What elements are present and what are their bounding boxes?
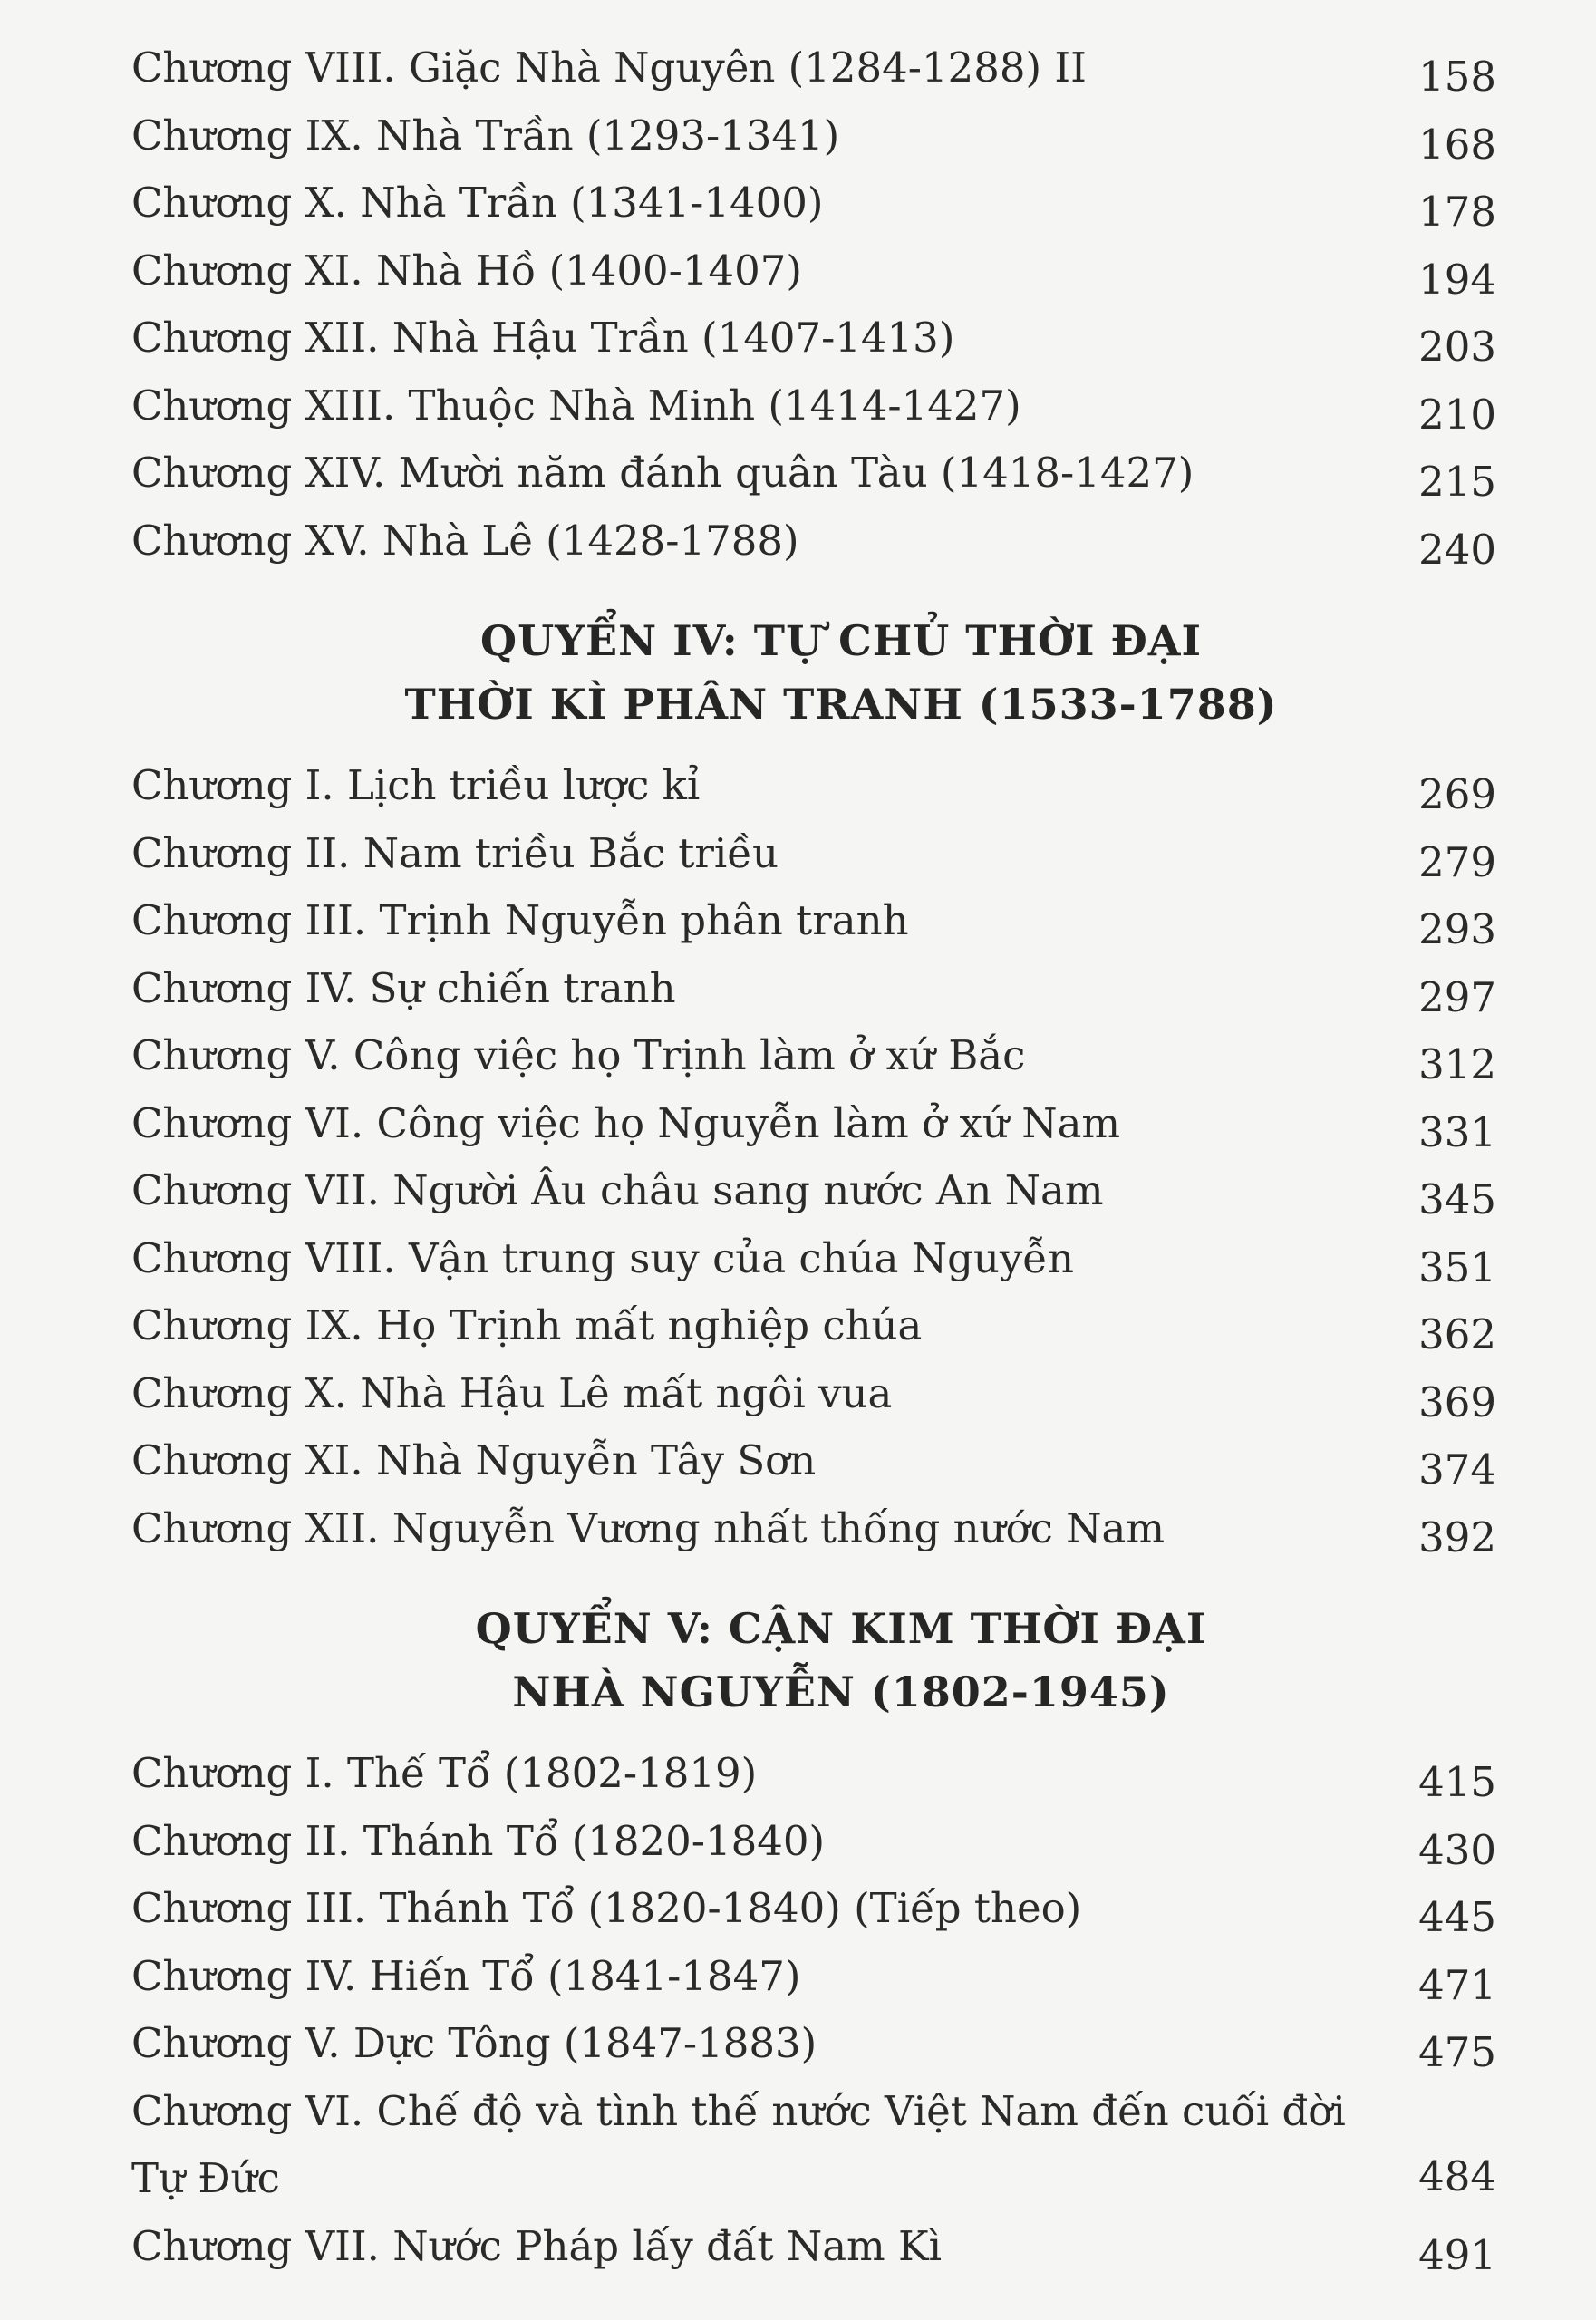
chapter-title: Chương V. Công việc họ Trịnh làm ở xứ Bắc <box>131 1031 1026 1079</box>
toc-entry <box>131 237 1496 305</box>
page-number: 475 <box>1418 2028 1496 2076</box>
chapter-title: Chương III. Thánh Tổ (1820-1840) (Tiếp theo) <box>131 1884 1082 1932</box>
toc-entry <box>131 955 1496 1023</box>
page-number: 178 <box>1418 188 1496 236</box>
toc-entry <box>131 1740 1496 1808</box>
toc-entry <box>131 752 1496 820</box>
page-number: 362 <box>1418 1310 1496 1358</box>
toc-entry <box>131 1360 1496 1428</box>
page-number: 269 <box>1418 770 1496 818</box>
page-number: 471 <box>1418 1960 1496 2009</box>
page-number: 215 <box>1418 458 1496 506</box>
toc-entry <box>131 2010 1496 2078</box>
page-number: 279 <box>1418 837 1496 886</box>
chapter-title: Chương XII. Nhà Hậu Trần (1407-1413) <box>131 314 955 362</box>
toc-entry <box>131 2213 1496 2281</box>
toc-entry <box>131 1292 1496 1360</box>
chapter-title: Chương XV. Nhà Lê (1428-1788) <box>131 516 799 565</box>
toc-entry <box>131 1157 1496 1225</box>
toc-entry <box>131 34 1496 102</box>
page-number: 369 <box>1418 1378 1496 1426</box>
page-number: 168 <box>1418 120 1496 169</box>
page-number: 351 <box>1418 1242 1496 1291</box>
chapter-title: Chương V. Dực Tông (1847-1883) <box>131 2019 817 2067</box>
toc-entry <box>131 2078 1496 2213</box>
page-number: 374 <box>1418 1445 1496 1494</box>
chapter-title: Chương II. Nam triều Bắc triều <box>131 828 779 877</box>
toc-entry <box>131 1495 1496 1563</box>
chapter-title: Chương IV. Hiến Tổ (1841-1847) <box>131 1951 801 2000</box>
chapter-title: Chương XI. Nhà Hồ (1400-1407) <box>131 246 802 295</box>
chapter-title: Chương III. Trịnh Nguyễn phân tranh <box>131 896 909 944</box>
toc-entry <box>131 887 1496 955</box>
page-number: 445 <box>1418 1893 1496 1941</box>
chapter-title: Chương IX. Nhà Trần (1293-1341) <box>131 111 840 160</box>
toc-entry <box>131 1808 1496 1876</box>
chapter-title: Chương I. Thế Tổ (1802-1819) <box>131 1749 758 1797</box>
chapter-title: Chương IV. Sự chiến tranh <box>131 963 676 1012</box>
toc-entry <box>131 1225 1496 1293</box>
page-number: 293 <box>1418 905 1496 953</box>
chapter-title: Chương XIII. Thuộc Nhà Minh (1414-1427) <box>131 381 1021 430</box>
page-number: 158 <box>1418 53 1496 101</box>
page-number: 430 <box>1418 1825 1496 1874</box>
part4-heading <box>131 609 1496 736</box>
chapter-title: Chương VII. Nước Pháp lấy đất Nam Kì <box>131 2221 943 2270</box>
chapter-title: Chương XI. Nhà Nguyễn Tây Sơn <box>131 1436 817 1484</box>
chapter-title: Chương IX. Họ Trịnh mất nghiệp chúa <box>131 1301 923 1349</box>
page-number: 210 <box>1418 390 1496 439</box>
chapter-title: Chương X. Nhà Hậu Lê mất ngôi vua <box>131 1368 893 1417</box>
toc-entry <box>131 1427 1496 1495</box>
part5-heading <box>131 1597 1496 1724</box>
page-number: 415 <box>1418 1758 1496 1806</box>
page-number: 297 <box>1418 972 1496 1021</box>
chapter-title: Chương VIII. Giặc Nhà Nguyên (1284-1288) II <box>131 44 1087 92</box>
chapter-title: Chương XIV. Mười năm đánh quân Tàu (1418-1427) <box>131 449 1195 497</box>
page-number: 331 <box>1418 1107 1496 1156</box>
toc-section-part4 <box>131 752 1496 1562</box>
page-number: 491 <box>1418 2230 1496 2279</box>
chapter-title: Chương I. Lịch triều lược kỉ <box>131 761 701 809</box>
chapter-title: Chương X. Nhà Trần (1341-1400) <box>131 179 824 227</box>
page-number: 345 <box>1418 1175 1496 1223</box>
toc-entry <box>131 1022 1496 1090</box>
toc-entry <box>131 372 1496 440</box>
toc-entry <box>131 1943 1496 2011</box>
toc-entry <box>131 304 1496 372</box>
part-title: QUYỂN V: CẬN KIM THỜI ĐẠI <box>475 1604 1207 1653</box>
toc-section-part3 <box>131 34 1496 575</box>
chapter-title: Chương VI. Công việc họ Nguyễn làm ở xứ Nam <box>131 1098 1121 1147</box>
page-number: 392 <box>1418 1513 1496 1561</box>
toc-entry <box>131 102 1496 170</box>
chapter-title: Chương XII. Nguyễn Vương nhất thống nước Nam <box>131 1503 1166 1552</box>
chapter-title: Chương VIII. Vận trung suy của chúa Nguyễn <box>131 1233 1074 1282</box>
page-number: 203 <box>1418 323 1496 371</box>
part-title: QUYỂN IV: TỰ CHỦ THỜI ĐẠI <box>480 616 1202 665</box>
toc-entry <box>131 1090 1496 1158</box>
page-number: 240 <box>1418 525 1496 574</box>
chapter-title: Chương VI. Chế độ và tình thế nước Việt Nam đến cuối đời Tự Đức <box>131 2086 1346 2202</box>
toc-entry <box>131 169 1496 237</box>
chapter-title: Chương II. Thánh Tổ (1820-1840) <box>131 1816 826 1865</box>
page-number: 484 <box>1418 2152 1496 2200</box>
part-subtitle: THỜI KÌ PHÂN TRANH (1533-1788) <box>404 680 1278 729</box>
toc-entry <box>131 820 1496 888</box>
toc-entry <box>131 1875 1496 1943</box>
page-number: 312 <box>1418 1040 1496 1088</box>
chapter-title: Chương VII. Người Âu châu sang nước An Nam <box>131 1166 1104 1214</box>
part-subtitle: NHÀ NGUYỄN (1802-1945) <box>512 1668 1170 1716</box>
toc-entry <box>131 440 1496 508</box>
toc-section-part5 <box>131 1740 1496 2280</box>
toc-entry <box>131 508 1496 575</box>
page-number: 194 <box>1418 255 1496 304</box>
